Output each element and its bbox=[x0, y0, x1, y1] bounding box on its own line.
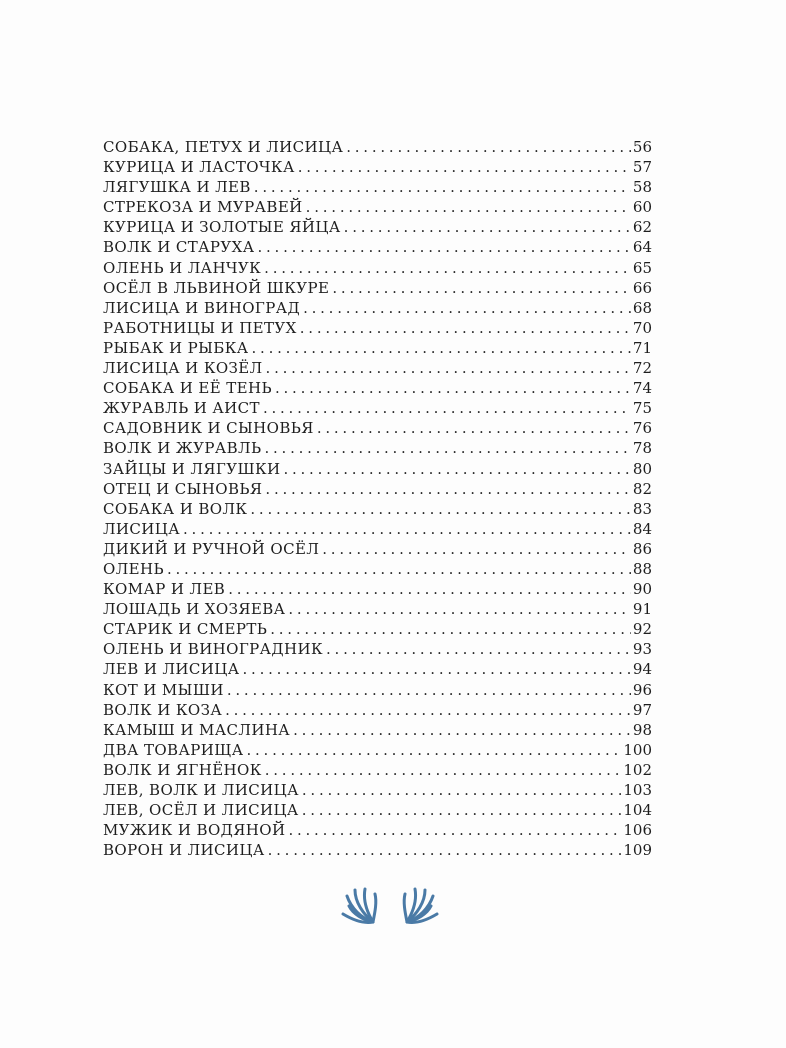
toc-dot-leader bbox=[252, 338, 631, 358]
toc-entry-title: ОТЕЦ И СЫНОВЬЯ bbox=[103, 479, 263, 498]
toc-dot-leader bbox=[322, 539, 631, 559]
toc-entry-title: КОТ И МЫШИ bbox=[103, 680, 224, 699]
toc-entry-page: 78 bbox=[632, 439, 652, 458]
toc-entry-page: 96 bbox=[632, 680, 652, 699]
toc-entry-page: 92 bbox=[632, 620, 652, 639]
toc-entry-title: СОБАКА И ЕЁ ТЕНЬ bbox=[103, 379, 272, 398]
toc-entry bbox=[103, 619, 652, 639]
toc-entry-title: ВОЛК И ЯГНЁНОК bbox=[103, 760, 262, 779]
toc-dot-leader bbox=[250, 499, 631, 519]
toc-dot-leader bbox=[332, 278, 631, 298]
toc-entry bbox=[103, 137, 652, 157]
toc-entry bbox=[103, 318, 652, 338]
toc-entry-page: 82 bbox=[632, 479, 652, 498]
toc-dot-leader bbox=[264, 438, 630, 458]
toc-dot-leader bbox=[293, 720, 631, 740]
toc-dot-leader bbox=[326, 639, 631, 659]
toc-entry-page: 60 bbox=[632, 198, 652, 217]
toc-dot-leader bbox=[183, 519, 631, 539]
toc-entry-title: РЫБАК И РЫБКА bbox=[103, 338, 249, 357]
toc-entry-title: ЛЕВ, ОСЁЛ И ЛИСИЦА bbox=[103, 801, 299, 820]
toc-entry bbox=[103, 378, 652, 398]
toc-entry-page: 80 bbox=[632, 459, 652, 478]
toc-entry bbox=[103, 579, 652, 599]
toc-entry-title: ЛИСИЦА bbox=[103, 519, 180, 538]
toc-entry-page: 83 bbox=[632, 499, 652, 518]
toc-entry-page: 57 bbox=[632, 158, 652, 177]
toc-entry bbox=[103, 298, 652, 318]
toc-entry bbox=[103, 459, 652, 479]
toc-entry-page: 74 bbox=[632, 379, 652, 398]
toc-entry-page: 102 bbox=[623, 760, 652, 779]
toc-dot-leader bbox=[265, 479, 630, 499]
toc-entry-page: 104 bbox=[623, 801, 652, 820]
left-leaf-sprig-icon bbox=[343, 889, 376, 923]
toc-dot-leader bbox=[302, 780, 621, 800]
table-of-contents bbox=[103, 137, 652, 860]
toc-entry-title: РАБОТНИЦЫ И ПЕТУХ bbox=[103, 318, 297, 337]
toc-entry-page: 71 bbox=[632, 338, 652, 357]
toc-entry-page: 109 bbox=[623, 841, 652, 860]
toc-dot-leader bbox=[257, 237, 630, 257]
toc-dot-leader bbox=[346, 137, 631, 157]
toc-entry-page: 100 bbox=[623, 740, 652, 759]
toc-entry-title: ОЛЕНЬ bbox=[103, 559, 164, 578]
toc-entry-title: ДИКИЙ И РУЧНОЙ ОСЁЛ bbox=[103, 539, 320, 558]
toc-dot-leader bbox=[300, 318, 631, 338]
toc-entry-title: ОЛЕНЬ И ЛАНЧУК bbox=[103, 258, 262, 277]
toc-entry-title: САДОВНИК И СЫНОВЬЯ bbox=[103, 419, 314, 438]
toc-dot-leader bbox=[317, 418, 631, 438]
toc-dot-leader bbox=[227, 680, 631, 700]
toc-entry-page: 106 bbox=[623, 821, 652, 840]
toc-entry bbox=[103, 780, 652, 800]
toc-dot-leader bbox=[306, 197, 631, 217]
toc-entry-page: 65 bbox=[632, 258, 652, 277]
toc-entry-title: СТРЕКОЗА И МУРАВЕЙ bbox=[103, 198, 303, 217]
toc-entry-page: 66 bbox=[632, 278, 652, 297]
toc-entry-page: 88 bbox=[632, 559, 652, 578]
toc-entry-page: 91 bbox=[632, 600, 652, 619]
toc-entry bbox=[103, 840, 652, 860]
toc-entry bbox=[103, 438, 652, 458]
toc-dot-leader bbox=[283, 459, 630, 479]
toc-dot-leader bbox=[288, 599, 631, 619]
toc-entry bbox=[103, 559, 652, 579]
toc-entry bbox=[103, 217, 652, 237]
toc-entry-page: 62 bbox=[632, 218, 652, 237]
toc-entry-page: 103 bbox=[623, 781, 652, 799]
toc-entry bbox=[103, 398, 652, 418]
toc-entry-title: ЗАЙЦЫ И ЛЯГУШКИ bbox=[103, 459, 281, 478]
toc-entry bbox=[103, 499, 652, 519]
toc-entry bbox=[103, 800, 652, 820]
toc-entry-title: ОЛЕНЬ И ВИНОГРАДНИК bbox=[103, 640, 324, 659]
toc-entry bbox=[103, 740, 652, 760]
toc-entry-title: ЛЯГУШКА И ЛЕВ bbox=[103, 178, 251, 197]
toc-entry bbox=[103, 659, 652, 679]
toc-entry bbox=[103, 258, 652, 278]
toc-dot-leader bbox=[228, 579, 631, 599]
toc-entry-page: 70 bbox=[632, 318, 652, 337]
toc-entry-title: КАМЫШ И МАСЛИНА bbox=[103, 720, 291, 739]
toc-entry-title: ЛЕВ И ЛИСИЦА bbox=[103, 660, 240, 679]
toc-dot-leader bbox=[225, 700, 631, 720]
toc-entry bbox=[103, 338, 652, 358]
toc-entry-page: 76 bbox=[632, 419, 652, 438]
toc-entry-page: 94 bbox=[632, 660, 652, 679]
toc-entry-page: 56 bbox=[632, 138, 652, 156]
toc-entry-page: 97 bbox=[632, 700, 652, 719]
toc-entry-title: ВОЛК И КОЗА bbox=[103, 700, 223, 719]
toc-entry-title: СОБАКА И ВОЛК bbox=[103, 499, 248, 518]
toc-dot-leader bbox=[302, 800, 622, 820]
toc-dot-leader bbox=[264, 258, 631, 278]
toc-entry bbox=[103, 278, 652, 298]
toc-entry bbox=[103, 177, 652, 197]
toc-entry-title: ВОРОН И ЛИСИЦА bbox=[103, 841, 265, 860]
toc-entry-title: СТАРИК И СМЕРТЬ bbox=[103, 620, 268, 639]
toc-entry bbox=[103, 599, 652, 619]
toc-entry-page: 64 bbox=[632, 238, 652, 257]
toc-entry-page: 58 bbox=[632, 178, 652, 197]
toc-entry bbox=[103, 157, 652, 177]
toc-entry-title: КУРИЦА И ЛАСТОЧКА bbox=[103, 158, 295, 177]
toc-entry bbox=[103, 639, 652, 659]
toc-dot-leader bbox=[167, 559, 631, 579]
toc-entry bbox=[103, 418, 652, 438]
toc-dot-leader bbox=[254, 177, 631, 197]
toc-entry bbox=[103, 237, 652, 257]
toc-entry-page: 68 bbox=[632, 298, 652, 317]
toc-entry-title: ЛИСИЦА И КОЗЁЛ bbox=[103, 359, 263, 378]
toc-entry-page: 98 bbox=[632, 720, 652, 739]
toc-entry-title: ЛОШАДЬ И ХОЗЯЕВА bbox=[103, 600, 286, 619]
toc-entry-page: 90 bbox=[632, 580, 652, 599]
toc-entry-title: ЛИСИЦА И ВИНОГРАД bbox=[103, 298, 301, 317]
toc-entry-title: СОБАКА, ПЕТУХ И ЛИСИЦА bbox=[103, 138, 344, 156]
toc-dot-leader bbox=[275, 378, 631, 398]
toc-entry bbox=[103, 479, 652, 499]
toc-entry-title: ДВА ТОВАРИЩА bbox=[103, 740, 244, 759]
toc-dot-leader bbox=[243, 659, 631, 679]
toc-dot-leader bbox=[298, 157, 631, 177]
toc-dot-leader bbox=[265, 760, 622, 780]
toc-entry bbox=[103, 539, 652, 559]
toc-dot-leader bbox=[246, 740, 621, 760]
toc-entry-title: ЖУРАВЛЬ И АИСТ bbox=[103, 399, 260, 418]
toc-entry bbox=[103, 700, 652, 720]
toc-entry bbox=[103, 820, 652, 840]
toc-entry-title: КОМАР И ЛЕВ bbox=[103, 580, 226, 599]
toc-entry-title: КУРИЦА И ЗОЛОТЫЕ ЯЙЦА bbox=[103, 218, 341, 237]
toc-entry bbox=[103, 358, 652, 378]
toc-dot-leader bbox=[263, 398, 631, 418]
toc-entry bbox=[103, 519, 652, 539]
toc-entry-title: МУЖИК И ВОДЯНОЙ bbox=[103, 821, 286, 840]
toc-dot-leader bbox=[270, 619, 631, 639]
toc-entry-page: 75 bbox=[632, 399, 652, 418]
toc-entry-page: 72 bbox=[632, 359, 652, 378]
toc-entry-title: ВОЛК И ЖУРАВЛЬ bbox=[103, 439, 262, 458]
toc-entry bbox=[103, 197, 652, 217]
toc-entry-title: ОСЁЛ В ЛЬВИНОЙ ШКУРЕ bbox=[103, 278, 330, 297]
toc-entry-page: 93 bbox=[632, 640, 652, 659]
toc-dot-leader bbox=[268, 840, 622, 860]
leaf-ornament-icon bbox=[341, 886, 439, 930]
toc-entry bbox=[103, 680, 652, 700]
toc-dot-leader bbox=[344, 217, 631, 237]
toc-entry bbox=[103, 720, 652, 740]
toc-entry-page: 86 bbox=[632, 539, 652, 558]
toc-entry-title: ЛЕВ, ВОЛК И ЛИСИЦА bbox=[103, 781, 299, 799]
right-leaf-sprig-icon bbox=[404, 889, 437, 923]
toc-dot-leader bbox=[266, 358, 631, 378]
toc-entry bbox=[103, 760, 652, 780]
toc-dot-leader bbox=[303, 298, 631, 318]
toc-entry-title: ВОЛК И СТАРУХА bbox=[103, 238, 255, 257]
toc-entry-page: 84 bbox=[632, 519, 652, 538]
toc-dot-leader bbox=[288, 820, 621, 840]
